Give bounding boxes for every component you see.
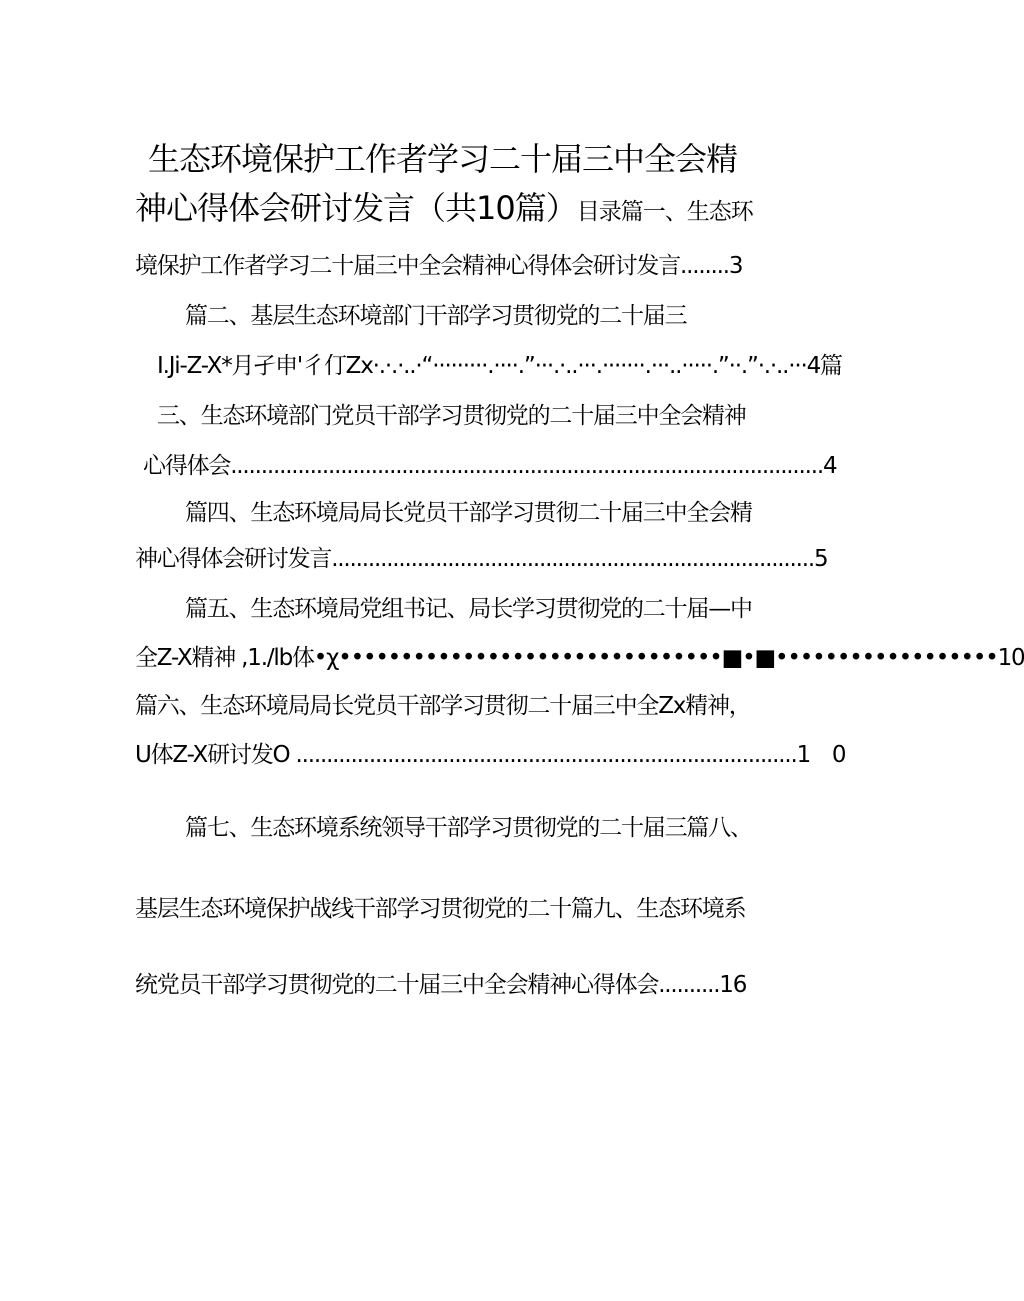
toc-heading: 目录篇一、生态环 — [576, 199, 753, 225]
toc-entry-7: 篇七、生态环境系统领导干部学习贯彻党的二十届三篇八、 — [185, 815, 752, 841]
toc-entry-2-cont: I.Ji-Z-X*月孑申'彳仃Zx·.·.·..·“·········.····.”···.·..···.·······.···..·····.”··.”·.·..···4篇 — [157, 353, 842, 379]
toc-entry-4-cont: 神心得体会研讨发言...............................................................................5 — [135, 546, 828, 572]
document-title-line-2-main: 神心得体会研讨发言（共10篇） — [135, 189, 577, 227]
toc-entry-5-cont: 全Z-X精神 ,1./lb体•χ•••••••••••••••••••••••••••••••■•■••••••••••••••••••10 — [135, 645, 1024, 671]
toc-entry-5: 篇五、生态环境局党组书记、局长学习贯彻党的二十届—中 — [185, 596, 752, 622]
toc-entry-6-cont: U体Z-X研讨发O ..................................................................................1 0 — [135, 742, 846, 768]
document-title-line-2 — [135, 186, 785, 234]
document-title-line-1: 生态环境保护工作者学习二十届三中全会精 — [148, 140, 738, 178]
toc-entry-6: 篇六、生态环境局局长党员干部学习贯彻二十届三中全Zx精神， — [135, 693, 751, 719]
toc-entry-8: 基层生态环境保护战线干部学习贯彻党的二十篇九、生态环境系 — [135, 896, 746, 922]
toc-entry-3-cont: 心得体会.................................................................................................4 — [143, 453, 837, 479]
toc-entry-3: 三、生态环境部门党员干部学习贯彻党的二十届三中全会精神 — [157, 403, 746, 429]
toc-entry-2: 篇二、基层生态环境部门干部学习贯彻党的二十届三 — [185, 303, 687, 329]
toc-entry-4: 篇四、生态环境局局长党员干部学习贯彻二十届三中全会精 — [185, 500, 752, 526]
toc-entry-1-cont: 境保护工作者学习二十届三中全会精神心得体会研讨发言........3 — [135, 253, 743, 279]
toc-entry-9: 统党员干部学习贯彻党的二十届三中全会精神心得体会..........16 — [135, 972, 747, 998]
